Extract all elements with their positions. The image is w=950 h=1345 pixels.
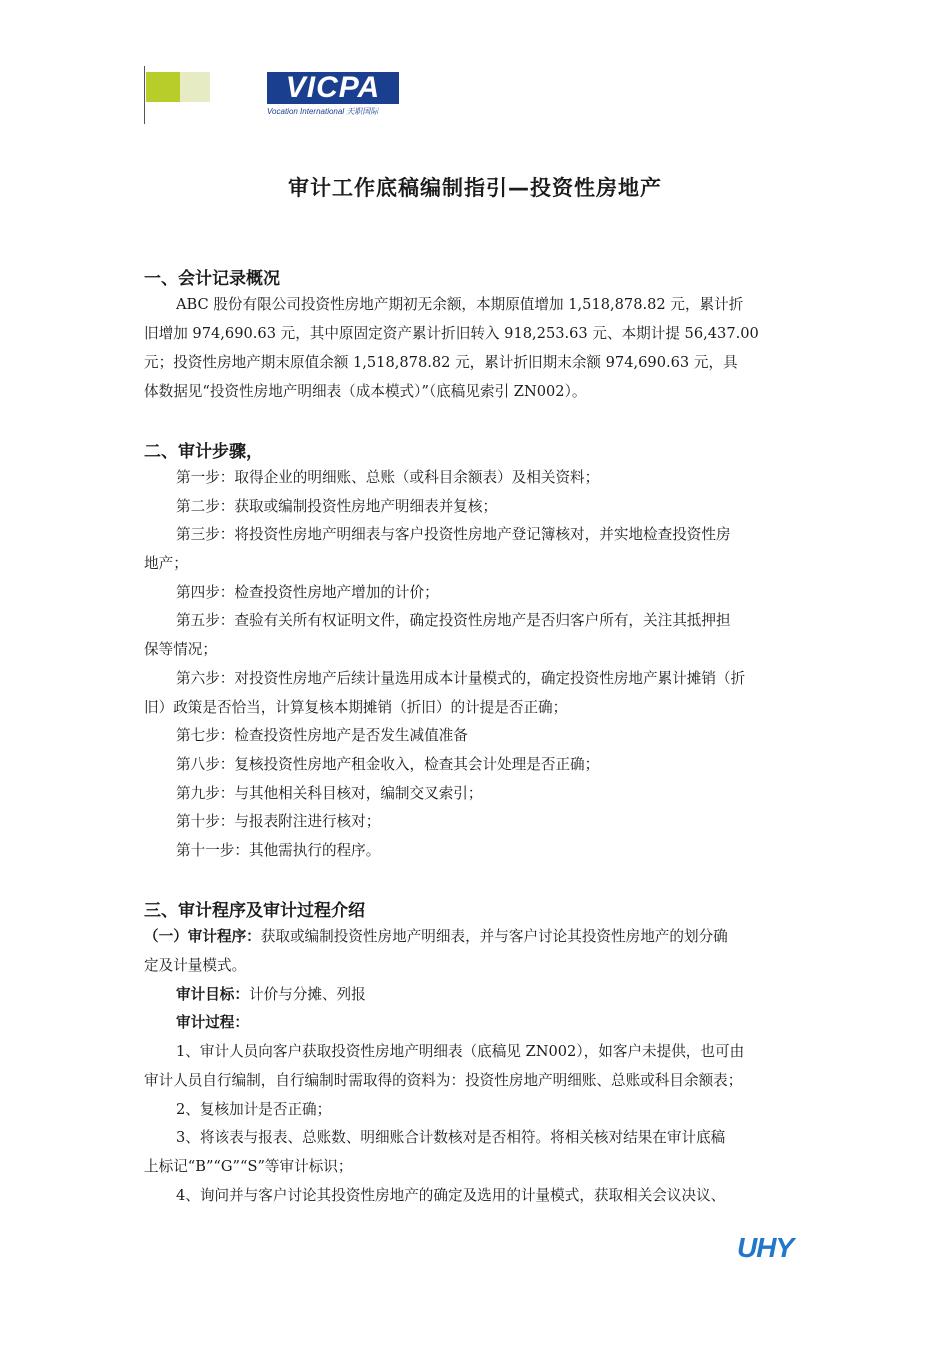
paragraph-line: 旧增加 974,690.63 元，其中原固定资产累计折旧转入 918,253.63 元、本期计提 56,437.00 — [144, 325, 759, 342]
step-line: 第七步：检查投资性房地产是否发生减值准备 — [176, 727, 468, 744]
process-line: 3、将该表与报表、总账数、明细账合计数核对是否相符。将相关核对结果在审计底稿 — [176, 1129, 726, 1146]
step-line: 第五步：查验有关所有权证明文件，确定投资性房地产是否归客户所有，关注其抵押担 — [176, 612, 731, 629]
step-line: 第十一步：其他需执行的程序。 — [176, 842, 381, 859]
section-3-heading: 三、审计程序及审计过程介绍 — [144, 901, 365, 921]
step-line: 第四步：检查投资性房地产增加的计价； — [176, 584, 439, 601]
process-line: 4、询问并与客户讨论其投资性房地产的确定及选用的计量模式，获取相关会议决议、 — [176, 1187, 726, 1204]
section-1-heading: 一、会计记录概况 — [144, 269, 280, 289]
step-line: 第九步：与其他相关科目核对，编制交叉索引； — [176, 785, 483, 802]
audit-process-label: 审计过程： — [176, 1014, 249, 1031]
step-line: 第一步：取得企业的明细账、总账（或科目余额表）及相关资料； — [176, 469, 600, 486]
step-line: 第六步：对投资性房地产后续计量选用成本计量模式的，确定投资性房地产累计摊销（折 — [176, 670, 746, 687]
logo-block-green — [146, 72, 180, 102]
procedure-line — [144, 922, 809, 951]
procedure-text: 获取或编制投资性房地产明细表，并与客户讨论其投资性房地产的划分确 — [260, 928, 728, 945]
section-2-heading: 二、审计步骤， — [144, 442, 263, 462]
step-line: 第二步：获取或编制投资性房地产明细表并复核； — [176, 498, 498, 515]
procedure-label: （一）审计程序： — [144, 928, 261, 945]
step-line: 保等情况； — [144, 641, 217, 658]
vicpa-logo-subtitle: Vocation International 天职国际 — [267, 107, 379, 116]
header-divider — [144, 66, 145, 124]
procedure-line: 定及计量模式。 — [144, 957, 247, 974]
step-line: 第八步：复核投资性房地产租金收入，检查其会计处理是否正确； — [176, 756, 600, 773]
step-line: 第三步：将投资性房地产明细表与客户投资性房地产登记簿核对，并实地检查投资性房 — [176, 526, 731, 543]
process-line: 2、复核加计是否正确； — [176, 1101, 332, 1118]
audit-goal-label: 审计目标： — [176, 986, 249, 1003]
process-line: 1、审计人员向客户获取投资性房地产明细表（底稿见 ZN002），如客户未提供，也可由 — [176, 1043, 745, 1060]
step-line: 地产； — [144, 555, 188, 572]
paragraph-line: 体数据见“投资性房地产明细表（成本模式）”（底稿见索引 ZN002）。 — [144, 383, 587, 400]
process-line: 审计人员自行编制，自行编制时需取得的资料为：投资性房地产明细账、总账或科目余额表； — [144, 1072, 743, 1089]
audit-goal-text: 计价与分摊、列报 — [248, 986, 366, 1003]
paragraph-line: 元；投资性房地产期末原值余额 1,518,878.82 元，累计折旧期末余额 974,690.63 元，具 — [144, 354, 738, 371]
paragraph-line: ABC 股份有限公司投资性房地产期初无余额，本期原值增加 1,518,878.82 元，累计折 — [176, 296, 744, 313]
audit-goal — [176, 980, 841, 1009]
document-title: 审计工作底稿编制指引—投资性房地产 — [288, 176, 662, 200]
step-line: 旧）政策是否恰当，计算复核本期摊销（折旧）的计提是否正确； — [144, 699, 568, 716]
vicpa-logo-text: VICPA — [285, 71, 381, 104]
step-line: 第十步：与报表附注进行核对； — [176, 813, 381, 830]
uhy-logo: UHY — [737, 1232, 794, 1263]
logo-block-light — [180, 72, 210, 102]
process-line: 上标记“B”“G”“S”等审计标识； — [144, 1158, 353, 1175]
